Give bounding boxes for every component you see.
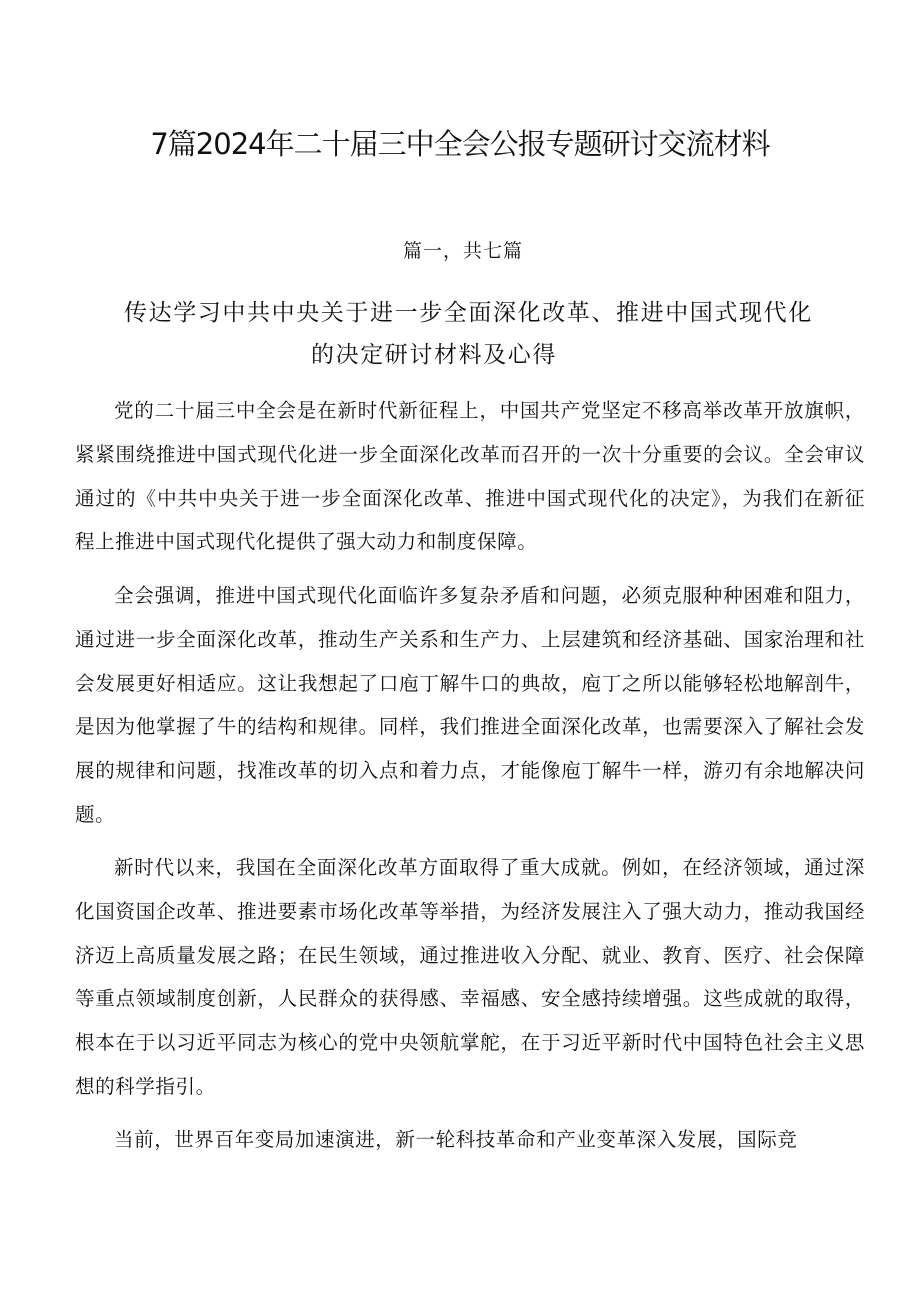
document-title: 7篇2024年二十届三中全会公报专题研讨交流材料 — [150, 127, 770, 161]
section-label: 篇一，共七篇 — [402, 240, 523, 262]
article-subtitle-line-1: 传达学习中共中央关于进一步全面深化改革、推进中国式现代化 — [124, 300, 813, 326]
article-subtitle — [124, 292, 864, 376]
body-paragraph-4: 当前，世界百年变局加速演进，新一轮科技革命和产业变革深入发展，国际竞 — [114, 1128, 798, 1151]
article-subtitle-line-2: 的决定研讨材料及心得 — [311, 342, 557, 368]
body-paragraph-1: 党的二十届三中全会是在新时代新征程上，中国共产党坚定不移高举改革开放旗帜，紧紧围绕推进中国式现代化进一步全面深化改革而召开的一次十分重要的会议。全会审议通过的《中共中央关于进一步全面深化改革、推进中国式现代化的决定》，为我们在新征程上推进中国式现代化提供了强大动力和制度保障。 — [75, 399, 865, 554]
body-paragraph-3: 新时代以来，我国在全面深化改革方面取得了重大成就。例如，在经济领域，通过深化国资国企改革、推进要素市场化改革等举措，为经济发展注入了强大动力，推动我国经济迈上高质量发展之路；在民生领域，通过推进收入分配、就业、教育、医疗、社会保障等重点领域制度创新，人民群众的获得感、幸福感、安全感持续增强。这些成就的取得，根本在于以习近平同志为核心的党中央领航掌舵，在于习近平新时代中国特色社会主义思想的科学指引。 — [75, 856, 865, 1098]
body-paragraph-2: 全会强调，推进中国式现代化面临许多复杂矛盾和问题，必须克服种种困难和阻力，通过进一步全面深化改革，推动生产关系和生产力、上层建筑和经济基础、国家治理和社会发展更好相适应。这让我想起了口庖丁解牛口的典故，庖丁之所以能够轻松地解剖牛，是因为他掌握了牛的结构和规律。同样，我们推进全面深化改革，也需要深入了解社会发展的规律和问题，找准改革的切入点和着力点，才能像庖丁解牛一样，游刃有余地解决问题。 — [75, 584, 865, 826]
